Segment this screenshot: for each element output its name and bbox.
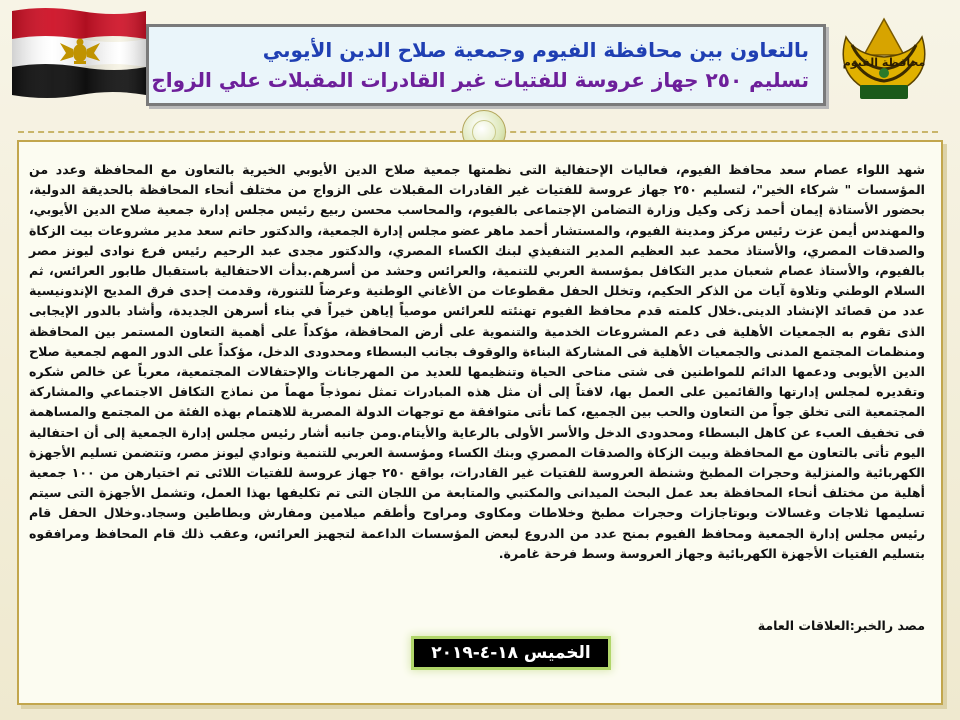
news-article bbox=[17, 140, 943, 705]
headline-line-2: تسليم ٢٥٠ جهاز عروسة للفتيات غير القادرات المقبلات علي الزواج bbox=[151, 68, 809, 92]
fayoum-governorate-logo bbox=[832, 15, 937, 110]
article-body: شهد اللواء عصام سعد محافظ الفيوم، فعاليات الإحتفالية التى نظمتها جمعية صلاح الدين الأيوبي الخيرية بالتعاون مع المحافظة وعدد من المؤسسات " شركاء الخير"، لتسليم ٢٥٠ جهاز عروسة للفتيات غير القادرات المقبلات على الزواج من مختلف أنحاء المحافظة بالحديقة الدولية، بحضور الأستاذة إيمان أحمد زكى وكيل وزارة التضامن الإجتماعى بالفيوم، والمحاسب محسن ربيع رئيس مجلس إدارة جمعية صلاح الدين الأيوبي، والمهندس أيمن عزت رئيس مركز ومدينة الفيوم، والمستشار أحمد ماهر عضو مجلس إدارة الجمعية، والدكتور حاتم سعد مدير مشروعات بيت الزكاة والصدقات المصري، والأستاذ محمد عبد العظيم المدير التنفيذي لبنك الكساء المصري، والدكتور مجدى عبد الرحيم رئيس فرع نوادى ليونز مصر بالفيوم، والأستاذ عصام شعبان مدير التكافل بمؤسسة العربي للتنمية، والعرائس وحشد من أسرهم.بدأت الاحتفالية باستقبال طابور العرائس، ثم السلام الوطني وتلاوة آيات من الذكر الحكيم، وتخلل الحفل مقطوعات من الأغاني الوطنية وعرضاً للتنورة، وقدمت إحدى فرق المديح الإندونيسية عدد من قصائد الإنشاد الدينى.خلال كلمته قدم محافظ الفيوم تهنئته للعرائس موصياً إياهن خيراً في بناء أسرهن الجديدة، وأشاد بالدور الإيجابى الذى تقوم به الجمعيات الأهلية فى دعم المشروعات الخدمية والتنموية على أرض المحافظة، مؤكداً على أهمية التعاون المستمر بين المحافظة ومنظمات المجتمع المدنى والجمعيات الأهلية فى المشاركة البناءة والوقوف بجانب البسطاء ومحدودى الدخل، مؤكداً على الدور المهم لجمعية صلاح الدين الأيوبى ودعمها الدائم للمواطنين فى شتى مناحى الحياة وتنظيمها للعديد من المهرجانات والإحتفالات المجتمعية، معرباً عن خالص شكره وتقديره لمجلس إدارتها والقائمين على العمل بها، لافتاً إلى أن مثل هذه المبادرات تمثل نموذجاً مهماً من نماذج التكافل الاجتماعي والمشاركة المجتمعية التى تخلق جواً من التعاون والحب بين الجميع، كما تأتى متوافقة مع توجهات الدولة المصرية للاهتمام بهذه الفئة من المجتمع والمساهمة فى تخفيف العبء عن كاهل البسطاء ومحدودى الدخل والأسر الأولى بالرعاية والأيتام.ومن جانبه أشار رئيس مجلس إدارة الجمعية إلى أن احتفالية اليوم تأتى بالتعاون مع المحافظة وبيت الزكاة والصدقات المصري وبنك الكساء ومؤسسة العربي للتنمية ونوادي ليونز مصر، وتتضمن تسليم الأجهزة الكهربائية والمنزلية وحجرات المطبخ وشنطة العروسة للفتيات غير القادرات، بواقع ٢٥٠ جهاز عروسة للفتيات اللائى تم اختيارهن من ١٠٠ جمعية أهلية من مختلف أنحاء المحافظة بعد عمل البحث الميدانى والمكتبي والمتابعة من اللجان التى تم تكليفها بهذا العمل، وتشمل الأجهزة التى سيتم تسليمها ثلاجات وغسالات وبوتاجازات وحجرات مطبخ وخلاطات ومكاوى ومراوح وأطقم ميلامين ومفارش وبطاطين وسجاد.وخلال الحفل قام رئيس مجلس إدارة الجمعية ومحافظ الفيوم بمنح عدد من الدروع لبعض المؤسسات الداعمة لتجهيز العرائس، وعقب ذلك قام المحافظ ومرافقوه بتسليم الفتيات الأجهزة الكهربائية وجهاز العروسة وسط فرحة غامرة. bbox=[29, 162, 925, 561]
headline-box bbox=[146, 24, 826, 106]
logo-text: محافظة الفيوم bbox=[842, 56, 926, 69]
date-badge: الخميس ١٨-٤-٢٠١٩ bbox=[414, 639, 608, 667]
news-source: مصد رالخبر:العلاقات العامة bbox=[757, 618, 925, 633]
governorate-emblem-icon bbox=[832, 15, 937, 110]
egypt-flag bbox=[10, 5, 148, 101]
egypt-flag-icon bbox=[10, 5, 148, 101]
headline-line-1: بالتعاون بين محافظة الفيوم وجمعية صلاح الدين الأيوبي bbox=[262, 38, 809, 62]
